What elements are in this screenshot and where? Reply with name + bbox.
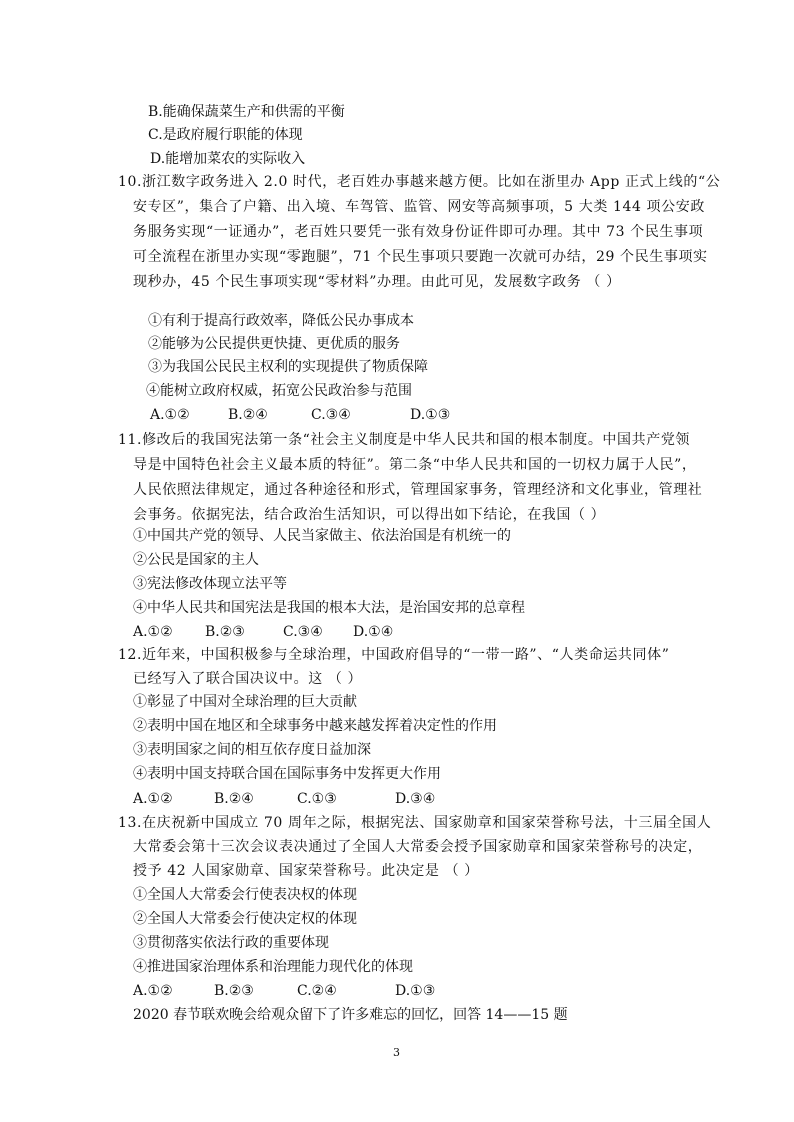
q11-item-1: ①中国共产党的领导、人民当家做主、依法治国是有机统一的 bbox=[133, 528, 511, 544]
q13-choice-b: B.②③ bbox=[214, 983, 254, 999]
q11-stem-line-4: 会事务。依据宪法，结合政治生活知识，可以得出如下结论，在我国（ ） bbox=[133, 507, 606, 523]
q10-item-4: ④能树立政府权威，拓宽公民政治参与范围 bbox=[146, 383, 412, 399]
q11-choice-a: A.①② bbox=[133, 624, 173, 640]
q10-choice-c: C.③④ bbox=[311, 407, 351, 423]
q10-stem-line-1: 10.浙江数字政务进入 2.0 时代，老百姓办事越来越方便。比如在浙里办 App 正式上线的“公 bbox=[118, 174, 721, 190]
q10-stem-line-2: 安专区”，集合了户籍、出入境、车驾管、监管、网安等高频事项，5 大类 144 项公安政 bbox=[133, 199, 705, 215]
page-number: 3 bbox=[393, 1046, 400, 1059]
q12-choice-d: D.③④ bbox=[395, 791, 436, 807]
q13-stem-line-1: 13.在庆祝新中国成立 70 周年之际，根据宪法、国家勋章和国家荣誉称号法，十三届全国人 bbox=[118, 815, 712, 831]
q13-item-3: ③贯彻落实依法行政的重要体现 bbox=[133, 935, 329, 951]
q13-choice-c: C.②④ bbox=[297, 983, 337, 999]
q10-stem-line-4: 可全流程在浙里办实现“零跑腿”，71 个民生事项只要跑一次就可办结，29 个民生事项实 bbox=[133, 249, 708, 265]
q12-item-1: ①彰显了中国对全球治理的巨大贡献 bbox=[133, 694, 357, 710]
q11-choice-d: D.①④ bbox=[353, 624, 394, 640]
q12-stem-line-1: 12.近年来，中国积极参与全球治理，中国政府倡导的“一带一路”、“人类命运共同体” bbox=[118, 647, 670, 663]
q13-item-1: ①全国人大常委会行使表决权的体现 bbox=[133, 887, 357, 903]
q12-choice-b: B.②④ bbox=[214, 791, 254, 807]
q12-item-2: ②表明中国在地区和全球事务中越来越发挥着决定性的作用 bbox=[133, 718, 497, 734]
q11-stem-line-1: 11.修改后的我国宪法第一条“社会主义制度是中华人民共和国的根本制度。中国共产党领 bbox=[118, 432, 691, 448]
q10-stem-line-3: 务服务实现“一证通办”，老百姓只要凭一张有效身份证件即可办理。其中 73 个民生事项 bbox=[133, 224, 704, 240]
q13-choice-a: A.①② bbox=[133, 983, 173, 999]
q10-choice-d: D.①③ bbox=[410, 407, 451, 423]
q11-choice-b: B.②③ bbox=[205, 624, 245, 640]
q11-item-4: ④中华人民共和国宪法是我国的根本大法，是治国安邦的总章程 bbox=[133, 600, 525, 616]
q12-stem-line-2: 已经写入了联合国决议中。这 （ ） bbox=[133, 671, 363, 687]
q10-choice-a: A.①② bbox=[150, 407, 190, 423]
q13-stem-line-2: 大常委会第十三次会议表决通过了全国人大常委会授予国家勋章和国家荣誉称号的决定， bbox=[133, 839, 703, 855]
q11-item-2: ②公民是国家的主人 bbox=[133, 552, 259, 568]
q13-item-4: ④推进国家治理体系和治理能力现代化的体现 bbox=[133, 959, 413, 975]
q10-item-3: ③为我国公民民主权利的实现提供了物质保障 bbox=[148, 359, 428, 375]
q11-stem-line-2: 导是中国特色社会主义最本质的特征”。第二条“中华人民共和国的一切权力属于人民”， bbox=[133, 457, 697, 473]
q10-item-1: ①有利于提高行政效率，降低公民办事成本 bbox=[148, 313, 414, 329]
q11-stem-line-3: 人民依照法律规定，通过各种途径和形式，管理国家事务，管理经济和文化事业，管理社 bbox=[133, 482, 703, 498]
q12-choice-c: C.①③ bbox=[297, 791, 337, 807]
q11-choice-c: C.③④ bbox=[283, 624, 323, 640]
q11-item-3: ③宪法修改体现立法平等 bbox=[133, 576, 287, 592]
q12-choice-a: A.①② bbox=[133, 791, 173, 807]
q12-item-3: ③表明国家之间的相互依存度日益加深 bbox=[133, 742, 371, 758]
q13-choice-d: D.①③ bbox=[395, 983, 436, 999]
q10-choice-b: B.②④ bbox=[228, 407, 268, 423]
q9-option-d: D.能增加菜农的实际收入 bbox=[150, 151, 306, 167]
q12-item-4: ④表明中国支持联合国在国际事务中发挥更大作用 bbox=[133, 766, 441, 782]
q10-item-2: ②能够为公民提供更快捷、更优质的服务 bbox=[148, 336, 400, 352]
intro-questions-14-15: 2020 春节联欢晚会给观众留下了许多难忘的回忆，回答 14——15 题 bbox=[133, 1007, 568, 1023]
q10-stem-line-5: 现秒办，45 个民生事项实现“零材料”办理。由此可见，发展数字政务 （ ） bbox=[133, 274, 621, 290]
q13-stem-line-3: 授予 42 人国家勋章、国家荣誉称号。此决定是 （ ） bbox=[133, 863, 479, 879]
q9-option-c: C.是政府履行职能的体现 bbox=[148, 127, 303, 143]
q13-item-2: ②全国人大常委会行使决定权的体现 bbox=[133, 911, 357, 927]
q9-option-b: B.能确保蔬菜生产和供需的平衡 bbox=[148, 104, 345, 120]
